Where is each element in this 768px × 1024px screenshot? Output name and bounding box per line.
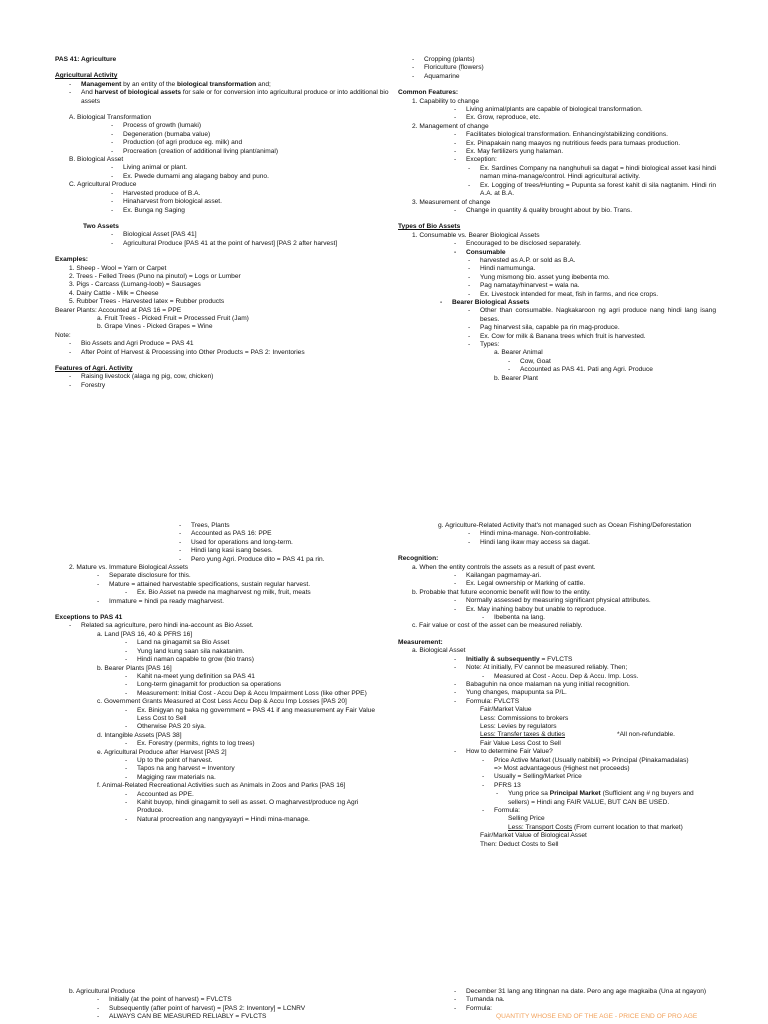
formula-line: Less: Levies by regulators	[480, 722, 557, 730]
list-item: - Degeneration (bumaba value)	[111, 130, 211, 138]
page2-left-column	[55, 522, 375, 824]
list-item: - Natural procreation ang nangyayayri = Hindi mina-manage.	[125, 815, 310, 823]
page3-right-column	[398, 988, 716, 1022]
list-item: f. Animal-Related Recreational Activities such as Animals in Zoos and Parks [PAS 16]	[97, 782, 346, 790]
list-item: - Cow, Goat	[508, 357, 551, 365]
list-item: - Up to the point of harvest.	[125, 756, 213, 764]
list-item: - Yung changes, mapupunta sa P/L.	[454, 689, 567, 697]
list-item: - Hindi namumunga.	[468, 265, 536, 273]
list-item: - Change in quantity & quality brought about by bio. Trans.	[454, 206, 633, 214]
list-item: a. When the entity controls the assets as a result of past event.	[412, 563, 596, 571]
list-item: a. Biological Asset	[412, 647, 466, 655]
section-c-heading: C. Agricultural Produce	[69, 181, 137, 189]
list-item: - Hindi lang kasi isang beses.	[179, 547, 273, 555]
list-item: - Babaguhin na once malaman na yung initial recognition.	[454, 680, 630, 688]
list-item: - Bio Assets and Agri Produce = PAS 41	[69, 340, 194, 348]
list-item: - Ex. Bunga ng Saging	[111, 206, 185, 214]
list-item: - Mature = attained harvestable specifications, sustain regular harvest.	[97, 580, 311, 588]
list-item: - Ex. May fertilizers yung halaman.	[454, 148, 564, 156]
ag-activity-heading: Agricultural Activity	[55, 72, 118, 80]
list-item: - Agricultural Produce [PAS 41 at the point of harvest] [PAS 2 after harvest]	[111, 239, 338, 247]
list-item: - Encouraged to be disclosed separately.	[454, 240, 581, 248]
list-item: - Living animal/plants are capable of biological transformation.	[454, 106, 643, 114]
exceptions-heading: Exceptions to PAS 41	[55, 614, 123, 622]
formula-line: Fair/Market Value	[480, 706, 532, 714]
list-item: - Price Active Market (Usually nabibili) => Principal (Pinakamadalas)	[482, 756, 689, 764]
formula-line: Then: Deduct Costs to Sell	[480, 840, 559, 848]
list-item: - Aquamarine	[412, 72, 460, 80]
note-label: Note:	[55, 331, 71, 339]
list-item: - Ex. Legal ownership or Marking of cattle.	[454, 580, 586, 588]
list-item: b. Grape Vines - Picked Grapes = Wine	[97, 323, 213, 331]
page3-left-column	[55, 988, 375, 1022]
list-item: - Ibebenta na lang.	[482, 614, 545, 622]
list-item: - Land na ginagamit sa Bio Asset	[125, 639, 230, 647]
formula-line: Less: Transfer taxes & duties *All non-refundable.	[480, 731, 675, 739]
list-item: - Initially & subsequently = FVLCTS	[454, 655, 573, 663]
list-item: - Formula:	[482, 807, 521, 814]
list-item: - Ex. Livestock intended for meat, fish in farms, and rice crops.	[468, 290, 659, 298]
list-item: - Subsequently (after point of harvest) = [PAS 2: Inventory] = LCNRV	[97, 1004, 306, 1012]
list-item: b. Bearer Plants [PAS 16]	[97, 664, 172, 672]
ag-activity-bullet-1: - Management by an entity of the biological transformation and;	[69, 80, 271, 88]
list-item: - Ex. Logging of trees/Hunting = Pupunta sa forest kahit di sila nagtanim. Hindi rin A.A. at B.A.	[468, 181, 716, 198]
list-item: 1. Sheep - Wool = Yarn or Carpet	[69, 264, 167, 272]
list-item: b. Bearer Plant	[494, 374, 538, 382]
list-item: c. Government Grants Measured at Cost Less Accu Dep & Accu Imp Losses [PAS 20]	[97, 698, 347, 706]
list-item: - Raising livestock (alaga ng pig, cow, chicken)	[69, 373, 214, 381]
list-item: - December 31 lang ang titingnan na date. Pero ang age magkaiba (Una at ngayon)	[454, 988, 707, 995]
list-item: - Ex. May inahing baboy but unable to reproduce.	[454, 605, 607, 613]
list-item: - Tapos na ang harvest = Inventory	[125, 765, 235, 773]
list-item: - Hinaharvest from biological asset.	[111, 198, 222, 206]
page1-left-column	[55, 56, 390, 390]
list-item: - Ex. Forestry (permits, rights to log trees)	[125, 740, 255, 748]
list-item: - Procreation (creation of additional living plant/animal)	[111, 147, 279, 155]
list-item: 3. Pigs - Carcass (Lumang-loob) = Sausages	[69, 281, 201, 289]
page2-right-column	[398, 522, 716, 849]
list-item: - Ex. Binigyan ng baka ng government = PAS 41 if ang measurement ay Fair Value Less Cost to Sell	[125, 706, 375, 722]
list-item: - PFRS 13	[482, 781, 521, 789]
list-item: - Hindi lang ikaw may access sa dagat.	[468, 538, 590, 546]
list-item: - Ex. Grow, reproduce, etc.	[454, 114, 541, 122]
list-item: 2. Mature vs. Immature Biological Assets	[69, 564, 189, 572]
list-item: - Normally assessed by measuring significant physical attributes.	[454, 597, 651, 605]
list-item: - Cropping (plants)	[412, 56, 475, 63]
list-item: - Kahit na-meet yung definition sa PAS 41	[125, 672, 255, 680]
list-item: - How to determine Fair Value?	[454, 748, 553, 756]
list-item: - Other than consumable. Nagkakaroon ng agri produce nang hindi lang isang beses.	[468, 307, 716, 323]
list-item: e. Agricultural Produce after Harvest [PAS 2]	[97, 748, 227, 756]
list-item: a. Fruit Trees - Picked Fruit = Processed Fruit (Jam)	[97, 314, 249, 322]
list-item: - Accounted as PAS 16: PPE	[179, 530, 272, 538]
list-item: - Pag hinarvest sila, capable pa rin mag-produce.	[468, 324, 620, 332]
list-item: - Types:	[468, 341, 500, 348]
list-item: - Production (of agri produce eg. milk) and	[111, 139, 243, 147]
list-item: 5. Rubber Trees - Harvested latex = Rubber products	[69, 298, 225, 306]
list-item: - ALWAYS CAN BE MEASURED RELIABLY = FVLCTS	[97, 1013, 267, 1021]
page-title: PAS 41: Agriculture	[55, 56, 117, 63]
list-item: - Facilitates biological transformation. Enhancing/stabilizing conditions.	[454, 131, 668, 139]
list-item: - Yung land kung saan sila nakatanim.	[125, 647, 245, 655]
two-assets-heading: Two Assets	[83, 222, 119, 230]
list-item: - Exception:	[454, 156, 497, 164]
section-a-heading: A. Biological Transformation	[69, 114, 152, 122]
list-item: - Otherwise PAS 20 siya.	[125, 723, 206, 731]
formula-line: Less: Commissions to brokers	[480, 714, 569, 722]
list-item: a. Land [PAS 16, 40 & PFRS 16]	[97, 630, 193, 638]
types-heading: Types of Bio Assets	[398, 223, 461, 231]
list-item: - Related sa agriculture, pero hindi ina-account as Bio Asset.	[69, 622, 254, 630]
formula-line: Less: Transport Costs (From current location to that market)	[508, 823, 683, 831]
bearer-plants-line: Bearer Plants: Accounted at PAS 16 = PPE	[55, 306, 182, 314]
ag-activity-bullet-2: - And harvest of biological assets for sale or for conversion into agricultural produce or into additional bio assets	[69, 89, 389, 105]
list-item: - Measurement: Initial Cost - Accu Dep & Accu Impairment Loss (like other PPE)	[125, 689, 367, 697]
list-item: 1. Consumable vs. Bearer Biological Assets	[412, 231, 540, 239]
list-item: - Floriculture (flowers)	[412, 64, 484, 72]
list-item: - Kahit buyop, hindi ginagamit to sell as asset. O magharvest/produce ng Agri Produce.	[125, 799, 359, 815]
list-item: - Initially (at the point of harvest) = FVLCTS	[97, 996, 232, 1004]
list-item: 3. Measurement of change	[412, 198, 491, 206]
examples-heading: Examples:	[55, 256, 88, 264]
section-b-heading: B. Biological Asset	[69, 156, 124, 164]
list-item: - Used for operations and long-term.	[179, 538, 293, 546]
list-item: - Ex. Cow for milk & Banana trees which fruit is harvested.	[468, 332, 646, 340]
list-item: - Usually = Selling/Market Price	[482, 773, 582, 781]
list-item: 2. Management of change	[412, 122, 489, 130]
list-item: 4. Dairy Cattle - Milk = Cheese	[69, 289, 159, 297]
list-item: 2. Trees - Felled Trees (Puno na pinutol) = Logs or Lumber	[69, 272, 241, 280]
list-item: - Formula:	[454, 1004, 493, 1012]
list-item: - Separate disclosure for this.	[97, 572, 191, 580]
list-item: - Tumanda na.	[454, 996, 505, 1004]
list-item: - Living animal or plant.	[111, 164, 188, 172]
bearer-bio-assets-heading: - Bearer Biological Assets	[440, 298, 530, 306]
highlighted-formula-text: QUANTITY WHOSE END OF THE AGE - PRICE END OF PRO AGE	[496, 1013, 698, 1021]
list-item: c. Fair value or cost of the asset can be measured reliably.	[412, 622, 583, 630]
list-item: g. Agriculture-Related Activity that's not managed such as Ocean Fishing/Deforestation	[438, 522, 692, 529]
list-item: - Long-term ginagamit for production sa operations	[125, 681, 282, 689]
page1-right-column	[398, 56, 716, 383]
list-item: - Yung price sa Principal Market (Sufficient ang # ng buyers and sellers) = Hindi ang FAIR VALUE, BUT CAN BE USED.	[496, 790, 694, 806]
common-features-heading: Common Features:	[398, 89, 459, 97]
list-item: - Hindi mina-manage. Non-controllable.	[468, 530, 591, 538]
list-item: b. Agricultural Produce	[69, 988, 136, 995]
formula-line: Fair/Market Value of Biological Asset	[480, 832, 587, 840]
list-item: - Ex. Sardines Company na nanghuhuli sa dagat = hindi biological asset kasi hindi naman mina-manage/control. Hindi agricultural activity.	[468, 164, 716, 181]
list-item: - Immature = hindi pa ready magharvest.	[97, 597, 224, 605]
list-item: - Magiging raw materials na.	[125, 773, 216, 781]
list-item: - Note: At initially, FV cannot be measured reliably. Then;	[454, 664, 628, 672]
list-item: => Most advantageous (Highest net proceeds)	[494, 764, 630, 772]
formula-note: *All non-refundable.	[617, 731, 675, 739]
list-item: - Forestry	[69, 381, 106, 389]
list-item: - Ex. Pwede dumami ang alagang baboy and puno.	[111, 172, 269, 180]
list-item: d. Intangible Assets [PAS 38]	[97, 731, 182, 739]
list-item: - Hindi naman capable to grow (bio trans)	[125, 656, 254, 664]
list-item: b. Probable that future economic benefit will flow to the entity.	[412, 588, 591, 596]
list-item: - Ex. Bio Asset na pwede na magharvest ng milk, fruit, meats	[125, 589, 311, 597]
list-item: - Kailangan pagmamay-ari.	[454, 572, 542, 580]
list-item: - Pag namatay/hinarvest = wala na.	[468, 282, 580, 290]
list-item: - Biological Asset [PAS 41]	[111, 231, 197, 239]
list-item: - Formula: FVLCTS	[454, 697, 520, 705]
measurement-heading: Measurement:	[398, 638, 443, 646]
formula-line: Selling Price	[508, 815, 545, 823]
list-item: - Accounted as PPE.	[125, 790, 194, 798]
recognition-heading: Recognition:	[398, 555, 439, 563]
list-item: - harvested as A.P. or sold as B.A.	[468, 256, 576, 264]
list-item: - Measured at Cost - Accu. Dep & Accu. Imp. Loss.	[482, 672, 639, 680]
list-item: - Pero yung Agri. Produce dito = PAS 41 pa rin.	[179, 555, 325, 563]
consumable-heading: - Consumable	[454, 248, 506, 256]
formula-total: Fair Value Less Cost to Sell	[480, 739, 561, 747]
list-item: - Trees, Plants	[179, 522, 230, 529]
list-item: a. Bearer Animal	[494, 349, 543, 357]
list-item: - Yung mismong bio. asset yung ibebenta mo.	[468, 273, 610, 281]
list-item: - Accounted as PAS 41. Pati ang Agri. Produce	[508, 366, 653, 374]
list-item: - Process of growth (lumaki)	[111, 122, 202, 130]
features-heading: Features of Agri. Activity	[55, 365, 133, 372]
list-item: - Harvested produce of B.A.	[111, 189, 201, 197]
list-item: - After Point of Harvest & Processing into Other Products = PAS 2: Inventories	[69, 348, 305, 356]
list-item: - Ex. Pinapakain nang maayos ng nutritious feeds para tumaas production.	[454, 139, 681, 147]
list-item: 1. Capability to change	[412, 97, 480, 105]
